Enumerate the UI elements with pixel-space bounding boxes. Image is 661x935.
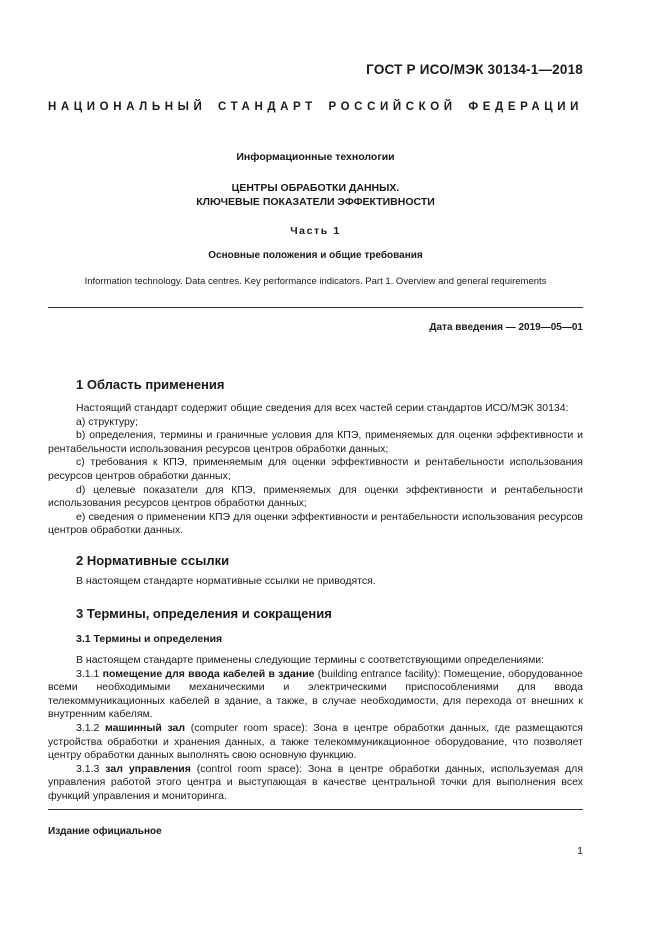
scope-item-a: a) структуру; [76, 415, 138, 428]
scope-item-b: b) определения, термины и граничные условия для КПЭ, применяемых для оценки эффективности и рентабельности использования ресурсов центров обработки данных; [48, 429, 583, 455]
subsection-heading-terms-definitions: 3.1 Термины и определения [76, 633, 223, 645]
term-entry [48, 763, 583, 804]
divider [48, 307, 583, 308]
national-standard-header: НАЦИОНАЛЬНЫЙ СТАНДАРТ РОССИЙСКОЙ ФЕДЕРАЦИИ [48, 101, 583, 113]
term-name: машинный зал [105, 721, 186, 734]
official-edition-label: Издание официальное [48, 826, 162, 837]
term-definition: (building entrance facility): Помещение, оборудованное всеми необходимыми механическими и электрическими приспособлениями для ввода телекоммуникационных кабелей в здание, а также, в случае необходимости, для перехода от внешних к внутренним кабелям. [48, 667, 583, 721]
term-name: помещение для ввода кабелей в здание [102, 667, 315, 680]
term-name: зал управления [105, 762, 191, 775]
subject-area: Информационные технологии [236, 151, 395, 163]
term-definition: (computer room space): Зона в центре обработки данных, где размещаются устройства обработки и хранения данных, а также телекоммуникационное оборудование, что позволяет центру обработки данных выполнять свою основную функцию. [48, 721, 583, 762]
term-entry [48, 722, 583, 763]
part-number: Часть 1 [290, 225, 341, 237]
section-heading-normative-references: 2 Нормативные ссылки [76, 553, 230, 568]
document-subtitle: Основные положения и общие требования [208, 250, 423, 261]
section-terms-body [48, 654, 583, 804]
scope-item-d: d) целевые показатели для КПЭ, применяемых для оценки эффективности и рентабельности использования ресурсов центров обработки данных; [48, 483, 583, 510]
page-number: 1 [577, 845, 583, 857]
section-heading-scope: 1 Область применения [76, 377, 225, 392]
document-title-line1: ЦЕНТРЫ ОБРАБОТКИ ДАННЫХ. [231, 182, 400, 194]
footer-divider [48, 809, 583, 810]
english-title: Information technology. Data centres. Key performance indicators. Part 1. Overview and general requirements [84, 276, 547, 287]
document-code: ГОСТ Р ИСО/МЭК 30134-1—2018 [366, 62, 583, 77]
section-scope-body [48, 402, 583, 538]
term-entry [48, 668, 583, 722]
scope-item-c: c) требования к КПЭ, применяемым для оценки эффективности и рентабельности использования ресурсов центров обработки данных; [48, 456, 583, 482]
term-number: 3.1.2 [76, 721, 100, 734]
terms-intro: В настоящем стандарте применены следующие термины с соответствующими определениями: [76, 654, 545, 666]
term-number: 3.1.1 [76, 667, 100, 680]
document-title-line2: КЛЮЧЕВЫЕ ПОКАЗАТЕЛИ ЭФФЕКТИВНОСТИ [196, 196, 435, 208]
introduction-date: Дата введения — 2019—05—01 [429, 322, 583, 333]
scope-item-e: e) сведения о применении КПЭ для оценки эффективности и рентабельности использования ресурсов центров обработки данных. [48, 510, 583, 537]
term-definition: (control room space): Зона в центре обработки данных, используемая для управления работой этого центра и выступающая в качестве центральной точки для выполнения всех функций управления и мониторинга. [48, 762, 583, 802]
term-number: 3.1.3 [76, 762, 100, 775]
section-normative-body [48, 575, 583, 589]
normative-text: В настоящем стандарте нормативные ссылки не приводятся. [76, 575, 376, 587]
section-heading-terms: 3 Термины, определения и сокращения [76, 606, 332, 621]
scope-intro: Настоящий стандарт содержит общие сведения для всех частей серии стандартов ИСО/МЭК 30134: [76, 402, 569, 414]
